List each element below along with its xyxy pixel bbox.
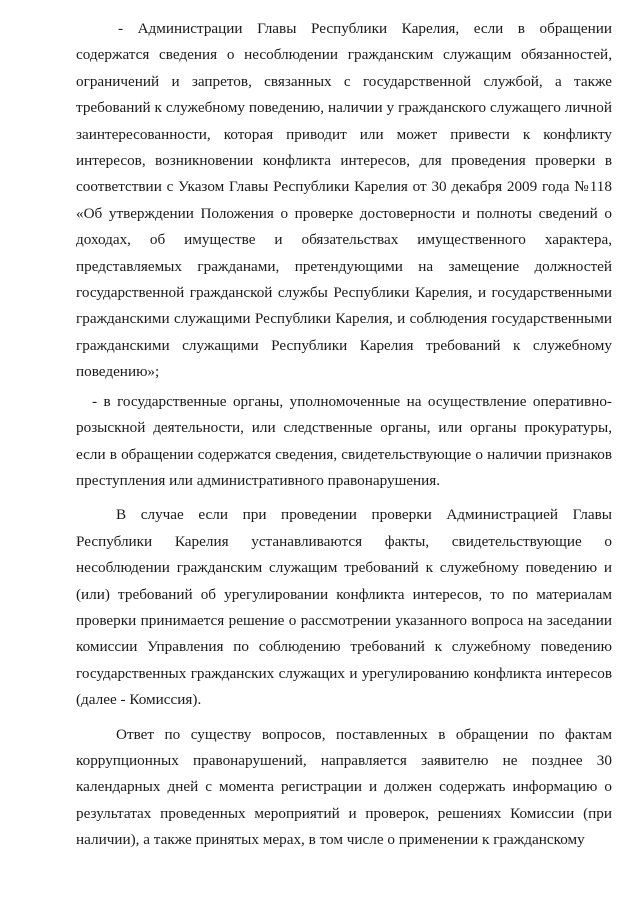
paragraph-state-bodies-item: - в государственные органы, уполномоченные на осуществление оперативно-розыскной деятельности, или следственные органы, или органы прокуратуры, если в обращении содержатся сведения, свидетельствующие о наличии признаков преступления или административного правонарушения.: [76, 392, 612, 489]
document-body: [76, 16, 612, 854]
paragraph-commission-case: В случае если при проведении проверки Администрацией Главы Республики Карелия устанавливаются факты, свидетельствующие о несоблюдении гражданским служащим требований к служебному поведению и (или) требований об урегулировании конфликта интересов, то по материалам проверки принимается решение о рассмотрении указанного вопроса на заседании комиссии Управления по соблюдению требований к служебному поведению государственных гражданских служащих и урегулированию конфликта интересов (далее - Комиссия).: [76, 506, 612, 709]
paragraph-response-deadline: Ответ по существу вопросов, поставленных в обращении по фактам коррупционных правонарушений, направляется заявителю не позднее 30 календарных дней с момента регистрации и должен содержать информацию о результатах проведенных мероприятий и проверок, решениях Комиссии (при наличии), а также принятых мерах, в том числе о применении к гражданскому: [76, 725, 612, 849]
paragraph-administration-item: - Администрации Главы Республики Карелия, если в обращении содержатся сведения о несоблюдении гражданским служащим обязанностей, ограничений и запретов, связанных с государственной службой, а также требований к служебному поведению, наличии у гражданского служащего личной заинтересованности, которая приводит или может привести к конфликту интересов, возникновении конфликта интересов, для проведения проверки в соответствии с Указом Главы Республики Карелия от 30 декабря 2009 года №118 «Об утверждении Положения о проверке достоверности и полноты сведений о доходах, об имуществе и обязательствах имущественного характера, представляемых гражданами, претендующими на замещение должностей государственной гражданской службы Республики Карелия, и государственными гражданскими служащими Республики Карелия, и соблюдения государственными гражданскими служащими Республики Карелия требований к служебному поведению»;: [76, 20, 612, 381]
